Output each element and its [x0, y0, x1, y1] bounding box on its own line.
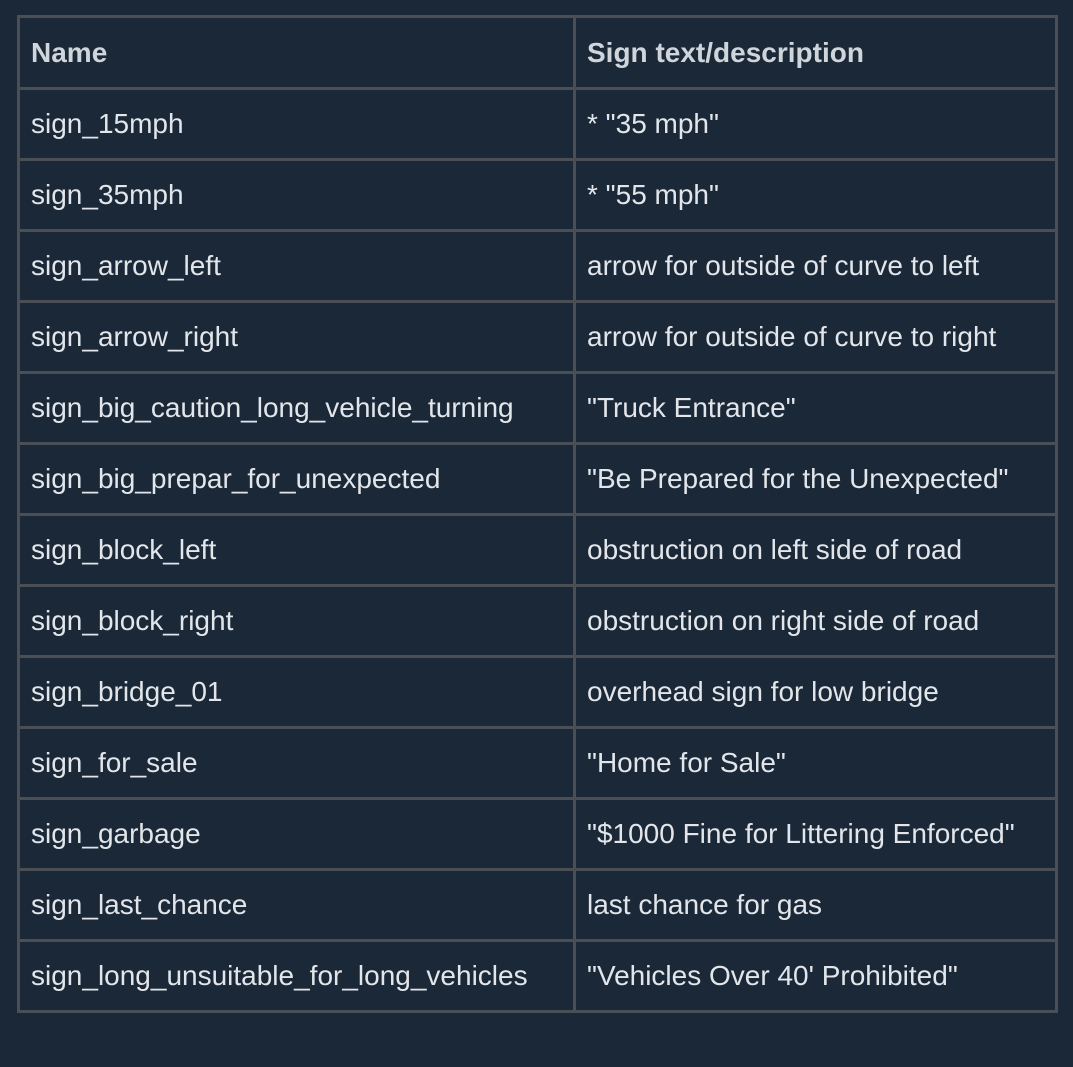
table-row [19, 870, 1057, 941]
sign-name-cell: sign_bridge_01 [19, 657, 575, 728]
sign-description-cell: obstruction on left side of road [575, 515, 1057, 586]
sign-description-cell: * "55 mph" [575, 160, 1057, 231]
sign-description-cell: last chance for gas [575, 870, 1057, 941]
sign-description-cell: arrow for outside of curve to left [575, 231, 1057, 302]
sign-name-cell: sign_block_right [19, 586, 575, 657]
sign-name-cell: sign_arrow_left [19, 231, 575, 302]
sign-name-cell: sign_garbage [19, 799, 575, 870]
sign-name-cell: sign_big_prepar_for_unexpected [19, 444, 575, 515]
sign-name-cell: sign_last_chance [19, 870, 575, 941]
sign-description-cell: "Vehicles Over 40' Prohibited" [575, 941, 1057, 1012]
sign-description-cell: obstruction on right side of road [575, 586, 1057, 657]
table-row [19, 444, 1057, 515]
table-row [19, 799, 1057, 870]
sign-name-cell: sign_for_sale [19, 728, 575, 799]
table-row [19, 160, 1057, 231]
table-row [19, 657, 1057, 728]
table-row [19, 728, 1057, 799]
table-row [19, 89, 1057, 160]
column-header-name: Name [19, 17, 575, 89]
sign-description-cell: * "35 mph" [575, 89, 1057, 160]
sign-table [17, 15, 1058, 1013]
sign-name-cell: sign_long_unsuitable_for_long_vehicles [19, 941, 575, 1012]
sign-description-cell: overhead sign for low bridge [575, 657, 1057, 728]
sign-name-cell: sign_35mph [19, 160, 575, 231]
table-body [19, 89, 1057, 1012]
sign-name-cell: sign_big_caution_long_vehicle_turning [19, 373, 575, 444]
table-row [19, 586, 1057, 657]
table-row [19, 231, 1057, 302]
sign-name-cell: sign_15mph [19, 89, 575, 160]
sign-description-cell: "Be Prepared for the Unexpected" [575, 444, 1057, 515]
table-row [19, 373, 1057, 444]
sign-description-cell: "$1000 Fine for Littering Enforced" [575, 799, 1057, 870]
table-row [19, 302, 1057, 373]
sign-name-cell: sign_arrow_right [19, 302, 575, 373]
sign-table-container [17, 15, 1058, 1013]
column-header-description: Sign text/description [575, 17, 1057, 89]
sign-description-cell: "Home for Sale" [575, 728, 1057, 799]
sign-description-cell: arrow for outside of curve to right [575, 302, 1057, 373]
table-header-row [19, 17, 1057, 89]
sign-description-cell: "Truck Entrance" [575, 373, 1057, 444]
table-row [19, 515, 1057, 586]
table-row [19, 941, 1057, 1012]
sign-name-cell: sign_block_left [19, 515, 575, 586]
